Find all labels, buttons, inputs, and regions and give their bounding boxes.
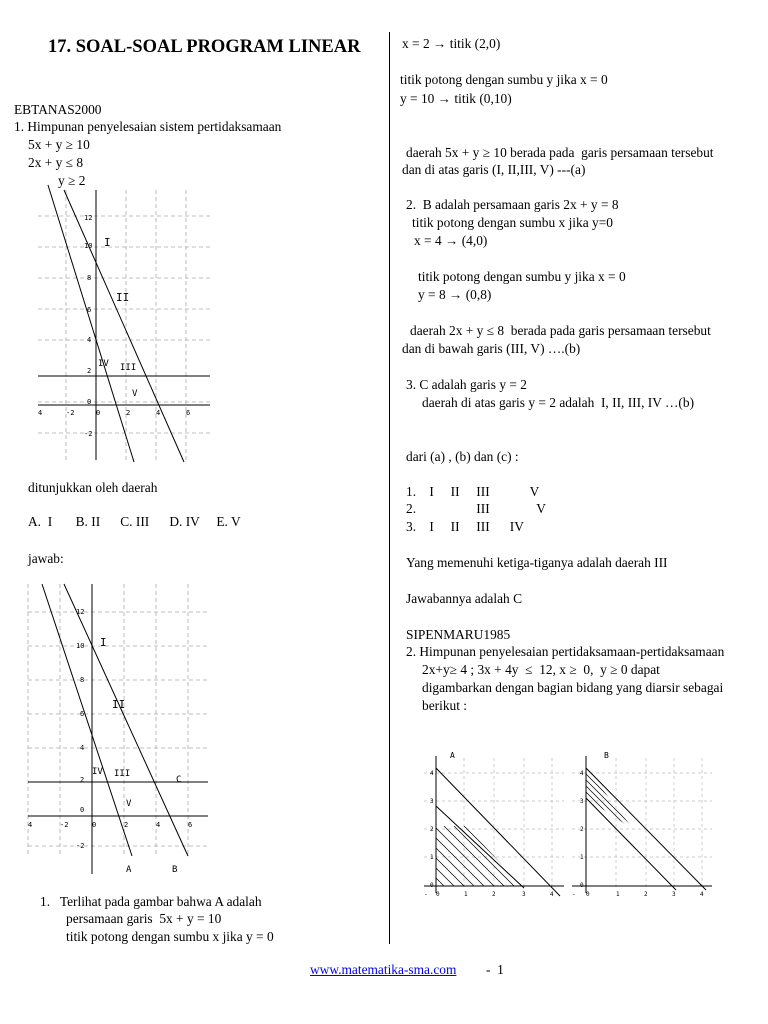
region-label: V <box>132 389 138 399</box>
svg-text:-: - <box>572 891 576 898</box>
svg-text:-2: -2 <box>76 842 85 850</box>
svg-text:0: 0 <box>580 882 584 889</box>
text-line: dari (a) , (b) dan (c) : <box>406 449 519 464</box>
svg-text:4: 4 <box>156 821 161 829</box>
svg-text:3: 3 <box>522 891 526 898</box>
text-line: x = 2 → titik (2,0) <box>402 36 501 51</box>
svg-text:4: 4 <box>80 744 85 752</box>
question-2-line3: digambarkan dengan bagian bidang yang diarsir sebagai <box>422 680 724 695</box>
text-line: 3. C adalah garis y = 2 <box>406 377 527 392</box>
region-label: V <box>126 799 132 809</box>
figure-label: A <box>450 751 455 760</box>
svg-text:-2: -2 <box>84 430 93 438</box>
svg-text:0: 0 <box>92 821 97 829</box>
svg-text:4: 4 <box>156 409 161 417</box>
svg-text:3: 3 <box>430 798 434 805</box>
svg-text:4: 4 <box>580 770 584 777</box>
text-line: dan di atas garis (I, II,III, V) ---(a) <box>402 162 586 177</box>
svg-text:2: 2 <box>87 367 92 375</box>
svg-text:0: 0 <box>430 882 434 889</box>
text-line: Yang memenuhi ketiga-tiganya adalah daerah III <box>406 555 668 570</box>
explanation-1-line1: 1. Terlihat pada gambar bahwa A adalah <box>40 894 262 909</box>
svg-text:1: 1 <box>616 891 620 898</box>
text-line: daerah 5x + y ≥ 10 berada pada garis persamaan tersebut <box>406 145 714 160</box>
svg-text:4: 4 <box>28 821 33 829</box>
graph-question-1 <box>38 190 210 460</box>
svg-text:0: 0 <box>96 409 101 417</box>
region-label: IV <box>92 767 103 777</box>
svg-text:10: 10 <box>84 242 93 250</box>
inequality-1: 5x + y ≥ 10 <box>28 137 90 152</box>
explanation-1-line3: titik potong dengan sumbu x jika y = 0 <box>66 929 274 944</box>
svg-text:2: 2 <box>80 776 85 784</box>
question-2-line1: 2. Himpunan penyelesaian pertidaksamaan-pertidaksamaan <box>406 644 725 659</box>
text-line: titik potong dengan sumbu y jika x = 0 <box>418 269 626 284</box>
svg-text:2: 2 <box>580 826 584 833</box>
line-label: C <box>176 775 182 785</box>
text-line: titik potong dengan sumbu x jika y=0 <box>412 215 613 230</box>
svg-text:0: 0 <box>87 398 92 406</box>
region-label: II <box>116 291 130 304</box>
svg-text:4: 4 <box>38 409 43 417</box>
region-label: IV <box>98 359 109 369</box>
jawab-label: jawab: <box>28 551 64 566</box>
svg-text:6: 6 <box>87 306 92 314</box>
svg-text:2: 2 <box>492 891 496 898</box>
region-label: III <box>120 363 137 373</box>
svg-text:12: 12 <box>84 214 93 222</box>
svg-text:1: 1 <box>464 891 468 898</box>
inequality-2: 2x + y ≤ 8 <box>28 155 84 170</box>
graph-option-a <box>424 748 564 900</box>
svg-text:0: 0 <box>80 806 85 814</box>
svg-text:1: 1 <box>580 854 584 861</box>
answer-options: A. I B. II C. III D. IV E. V <box>28 514 241 529</box>
footer-link[interactable]: www.matematika-sma.com <box>310 962 457 977</box>
shown-by: ditunjukkan oleh daerah <box>28 480 158 495</box>
svg-text:1: 1 <box>430 854 434 861</box>
column-divider <box>389 32 390 944</box>
region-label: I <box>100 636 107 649</box>
text-line: dan di bawah garis (III, V) ….(b) <box>402 341 581 356</box>
svg-text:4: 4 <box>550 891 554 898</box>
svg-text:12: 12 <box>76 608 85 616</box>
svg-text:2: 2 <box>644 891 648 898</box>
inequality-3: y ≥ 2 <box>58 173 86 188</box>
source-label: EBTANAS2000 <box>14 102 102 117</box>
text-line: y = 10 → titik (0,10) <box>400 91 512 106</box>
figure-label: B <box>604 751 609 760</box>
svg-text:-2: -2 <box>60 821 69 829</box>
svg-text:-: - <box>424 891 428 898</box>
text-line: y = 8 → (0,8) <box>418 287 492 302</box>
svg-text:6: 6 <box>186 409 191 417</box>
explanation-1-line2: persamaan garis 5x + y = 10 <box>66 911 222 926</box>
region-label: III <box>114 769 131 779</box>
svg-text:-2: -2 <box>66 409 75 417</box>
question-1: 1. Himpunan penyelesaian sistem pertidaksamaan <box>14 119 282 134</box>
text-line: titik potong dengan sumbu y jika x = 0 <box>400 72 608 87</box>
question-2-line2: 2x+y≥ 4 ; 3x + 4y ≤ 12, x ≥ 0, y ≥ 0 dapat <box>422 662 660 677</box>
text-line: daerah di atas garis y = 2 adalah I, II, III, IV …(b) <box>422 395 695 410</box>
svg-text:4: 4 <box>430 770 434 777</box>
page-number: - 1 <box>486 962 504 977</box>
text-line: Jawabannya adalah C <box>406 591 523 606</box>
svg-text:10: 10 <box>76 642 85 650</box>
list-item: 3. I II III IV <box>406 519 524 534</box>
svg-text:4: 4 <box>87 336 92 344</box>
region-label: I <box>104 236 111 249</box>
svg-text:2: 2 <box>430 826 434 833</box>
svg-text:0: 0 <box>586 891 590 898</box>
page-title: 17. SOAL-SOAL PROGRAM LINEAR <box>48 37 361 57</box>
graph-answer <box>28 584 208 874</box>
svg-text:6: 6 <box>188 821 193 829</box>
svg-text:3: 3 <box>672 891 676 898</box>
svg-text:8: 8 <box>87 274 92 282</box>
region-label: II <box>112 698 126 711</box>
svg-text:3: 3 <box>580 798 584 805</box>
line-label: B <box>172 865 178 875</box>
svg-text:2: 2 <box>126 409 131 417</box>
text-line: x = 4 → (4,0) <box>414 233 488 248</box>
graph-option-b <box>572 748 712 900</box>
question-2-line4: berikut : <box>422 698 467 713</box>
svg-text:2: 2 <box>124 821 129 829</box>
svg-text:8: 8 <box>80 676 85 684</box>
list-item: 2. III V <box>406 501 546 516</box>
text-line: 2. B adalah persamaan garis 2x + y = 8 <box>406 197 619 212</box>
text-line: daerah 2x + y ≤ 8 berada pada garis persamaan tersebut <box>410 323 711 338</box>
list-item: 1. I II III V <box>406 484 540 499</box>
svg-text:4: 4 <box>700 891 704 898</box>
svg-text:0: 0 <box>436 891 440 898</box>
source-label: SIPENMARU1985 <box>406 627 511 642</box>
line-label: A <box>126 865 132 875</box>
svg-text:6: 6 <box>80 710 85 718</box>
